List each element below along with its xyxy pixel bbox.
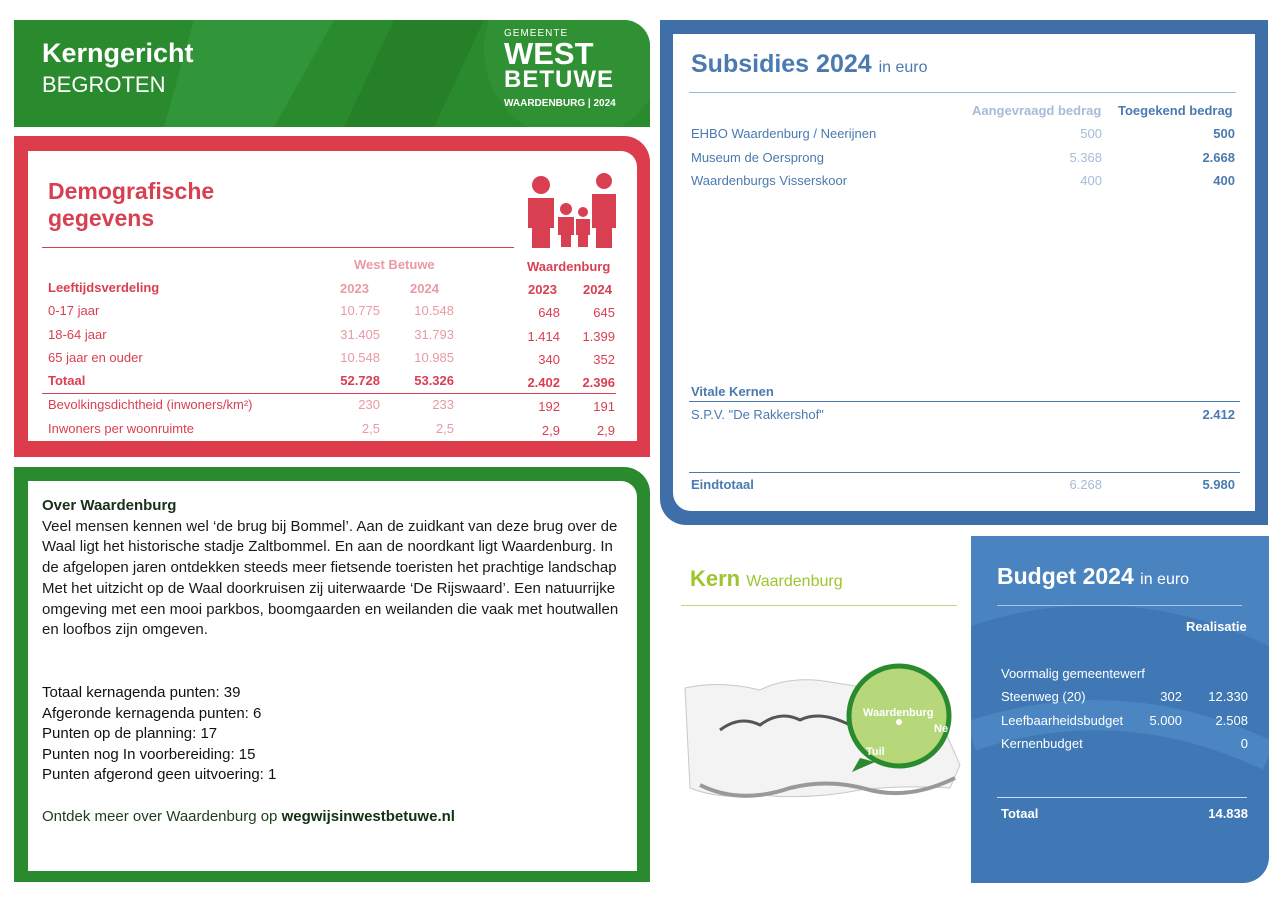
divider — [689, 92, 1236, 93]
agenda-stat: Afgeronde kernagenda punten: 6 — [42, 704, 262, 722]
municipality-logo — [504, 28, 619, 109]
total-toegekend: 5.980 — [1202, 477, 1235, 492]
row-value: 233 — [432, 397, 454, 412]
agenda-stat: Punten op de planning: 17 — [42, 725, 218, 743]
agenda-stats — [42, 683, 622, 786]
budget-total-label: Totaal — [1001, 806, 1039, 821]
row-value: 10.548 — [340, 350, 380, 365]
row-value: 648 — [538, 305, 560, 320]
budget-row-amount: 5.000 — [1149, 712, 1182, 728]
budget-total: 14.838 — [1208, 806, 1248, 821]
budget-row-label: Kernenbudget — [1001, 736, 1083, 751]
more-info: Ontdek meer over Waardenburg op wegwijsinwestbetuwe.nl — [42, 807, 455, 825]
website-link[interactable]: wegwijsinwestbetuwe.nl — [281, 807, 455, 825]
about-heading: Over Waardenburg — [42, 497, 177, 514]
year-header: 2023 — [528, 282, 557, 297]
row-value: 1.414 — [527, 329, 560, 344]
logo-line2: BETUWE — [504, 66, 614, 93]
divider — [42, 393, 616, 394]
row-value: 2.396 — [582, 375, 615, 390]
subsidy-requested: 500 — [1080, 126, 1102, 141]
row-label: Inwoners per woonruimte — [48, 421, 194, 436]
group-waardenburg: Waardenburg — [527, 259, 611, 274]
row-value: 230 — [358, 397, 380, 412]
row-value: 53.326 — [414, 373, 454, 388]
row-label: Bevolkingsdichtheid (inwoners/km²) — [48, 397, 253, 412]
divider — [997, 797, 1247, 798]
row-value: 2,5 — [435, 421, 454, 436]
budget-row-realisatie: 12.330 — [1208, 689, 1248, 704]
family-icon — [524, 172, 620, 250]
row-value: 2,9 — [541, 423, 560, 438]
logo-top: GEMEENTE — [504, 28, 569, 39]
budget-row-amount: 302 — [1160, 689, 1182, 704]
divider — [997, 605, 1242, 606]
row-value: 645 — [593, 305, 615, 320]
vitale-row-name: S.P.V. "De Rakkershof" — [691, 407, 824, 422]
col-leeftijd: Leeftijdsverdeling — [48, 280, 160, 295]
row-value: 1.399 — [582, 329, 615, 344]
total-label: Eindtotaal — [691, 477, 754, 492]
row-value: 2.402 — [527, 375, 560, 390]
budget-title: Budget 2024 in euro — [997, 563, 1190, 589]
map-callout-label: Waardenburg — [863, 707, 934, 719]
year-header: 2024 — [583, 282, 612, 297]
row-label: Totaal — [48, 373, 86, 388]
year-header: 2023 — [340, 281, 369, 296]
subsidy-granted: 500 — [1213, 126, 1235, 141]
budget-row-label: Steenweg (20) — [1001, 689, 1086, 704]
agenda-stat: Totaal kernagenda punten: 39 — [42, 683, 241, 701]
subsidy-granted: 2.668 — [1202, 149, 1235, 165]
vitale-row-amount: 2.412 — [1202, 407, 1235, 422]
row-value: 352 — [593, 352, 615, 367]
vitale-kernen-heading: Vitale Kernen — [691, 384, 774, 399]
group-west-betuwe: West Betuwe — [354, 257, 435, 272]
about-body: Veel mensen kennen wel ‘de brug bij Bommel’. Aan de zuidkant van deze brug over de Waal ligt het historische stadje Zaltbommel. En aan de noordkant ligt Waardenburg. In de afgelopen jaren ontdekken steeds meer fietsende toeristen het prachtige landschap Met het uitzicht op de Waal doorkruisen zij uiterwaarde ‘De Rijswaard’. Een natuurrijke omgeving met een mooi parkbos, boomgaarden en weilanden die vaak met houtwallen en loofbos zijn omgeven. — [42, 517, 619, 639]
agenda-stat: Punten nog In voorbereiding: 15 — [42, 745, 256, 763]
header-banner — [14, 20, 650, 127]
row-label: 0-17 jaar — [48, 303, 100, 318]
budget-row-label: Leefbaarheidsbudget — [1001, 712, 1124, 728]
page-subtitle: BEGROTEN — [42, 72, 166, 97]
row-value: 10.775 — [340, 303, 380, 318]
col-realisatie: Realisatie — [1186, 619, 1247, 634]
total-aangevraagd: 6.268 — [1069, 477, 1102, 492]
row-value: 31.793 — [414, 327, 454, 342]
divider — [42, 247, 514, 248]
logo-line1: WEST — [504, 36, 594, 71]
row-value: 52.728 — [340, 373, 380, 388]
budget-row-realisatie: 0 — [1240, 736, 1248, 751]
page-title: Kerngericht — [42, 38, 194, 68]
divider — [681, 605, 957, 606]
subsidy-granted: 400 — [1213, 173, 1235, 188]
subsidy-name: Museum de Oersprong — [691, 149, 824, 165]
subsidy-name: Waardenburgs Visserskoor — [691, 173, 848, 188]
row-value: 31.405 — [340, 327, 380, 342]
divider — [689, 401, 1240, 402]
row-label: 18-64 jaar — [48, 327, 107, 342]
divider — [689, 472, 1240, 473]
kern-map — [680, 660, 970, 820]
budget-row-realisatie: 2.508 — [1215, 712, 1248, 728]
subsidy-requested: 5.368 — [1069, 149, 1102, 165]
agenda-stat: Punten afgerond geen uitvoering: 1 — [42, 766, 277, 784]
demographics-title: Demografische gegevens — [48, 178, 215, 231]
row-value: 2,9 — [596, 423, 615, 438]
map-tuil-label: Tuil — [866, 746, 885, 758]
row-value: 191 — [593, 399, 615, 414]
row-label: 65 jaar en ouder — [48, 350, 143, 365]
kern-title: Kern Waardenburg — [690, 566, 843, 591]
row-value: 10.985 — [414, 350, 454, 365]
about-section — [42, 496, 622, 828]
budget-group: Voormalig gemeentewerf — [1001, 666, 1145, 681]
row-value: 10.548 — [414, 303, 454, 318]
year-header: 2024 — [410, 281, 439, 296]
col-aangevraagd: Aangevraagd bedrag — [972, 103, 1102, 118]
row-value: 340 — [538, 352, 560, 367]
logo-place-year: WAARDENBURG | 2024 — [504, 98, 616, 109]
row-value: 2,5 — [361, 421, 380, 436]
row-value: 192 — [538, 399, 560, 414]
subsidies-title: Subsidies 2024 in euro — [691, 50, 928, 78]
map-ne-label: Ne — [934, 723, 949, 735]
subsidy-requested: 400 — [1080, 173, 1102, 188]
subsidy-name: EHBO Waardenburg / Neerijnen — [691, 126, 877, 141]
col-toegekend: Toegekend bedrag — [1118, 103, 1233, 118]
